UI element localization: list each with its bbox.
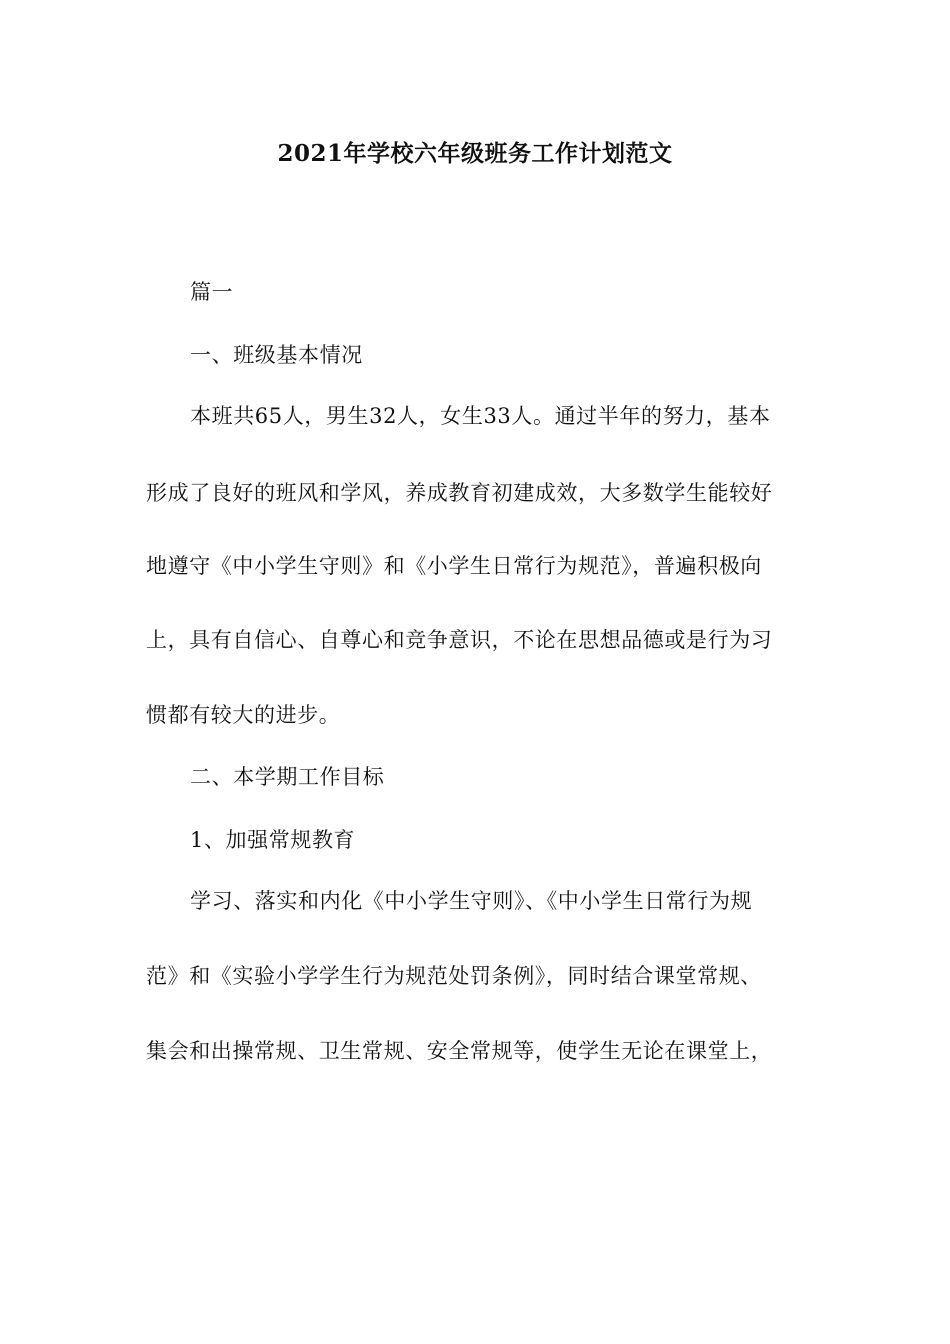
paragraph-line: 地遵守《中小学生守则》和《小学生日常行为规范》，普遍积极向 [146, 554, 762, 578]
paragraph-line: 惯都有较大的进步。 [146, 703, 341, 727]
paragraph-line: 形成了良好的班风和学风，养成教育初建成效，大多数学生能较好 [146, 481, 773, 505]
subsection-heading: 1、加强常规教育 [190, 828, 356, 852]
section-heading: 一、班级基本情况 [190, 343, 363, 367]
document-title: 2021年学校六年级班务工作计划范文 [277, 140, 673, 167]
paragraph-line: 上，具有自信心、自尊心和竞争意识，不论在思想品德或是行为习 [146, 628, 773, 652]
paragraph-line: 学习、落实和内化《中小学生守则》、《中小学生日常行为规 [190, 889, 753, 913]
paragraph-line: 集会和出操常规、卫生常规、安全常规等，使学生无论在课堂上， [146, 1039, 773, 1063]
paragraph-line: 范》和《实验小学学生行为规范处罚条例》，同时结合课堂常规、 [146, 964, 762, 988]
section-heading: 二、本学期工作目标 [190, 765, 385, 789]
paragraph-line: 本班共65人，男生32人，女生33人。通过半年的努力，基本 [190, 404, 771, 428]
section-label: 篇一 [190, 280, 234, 304]
